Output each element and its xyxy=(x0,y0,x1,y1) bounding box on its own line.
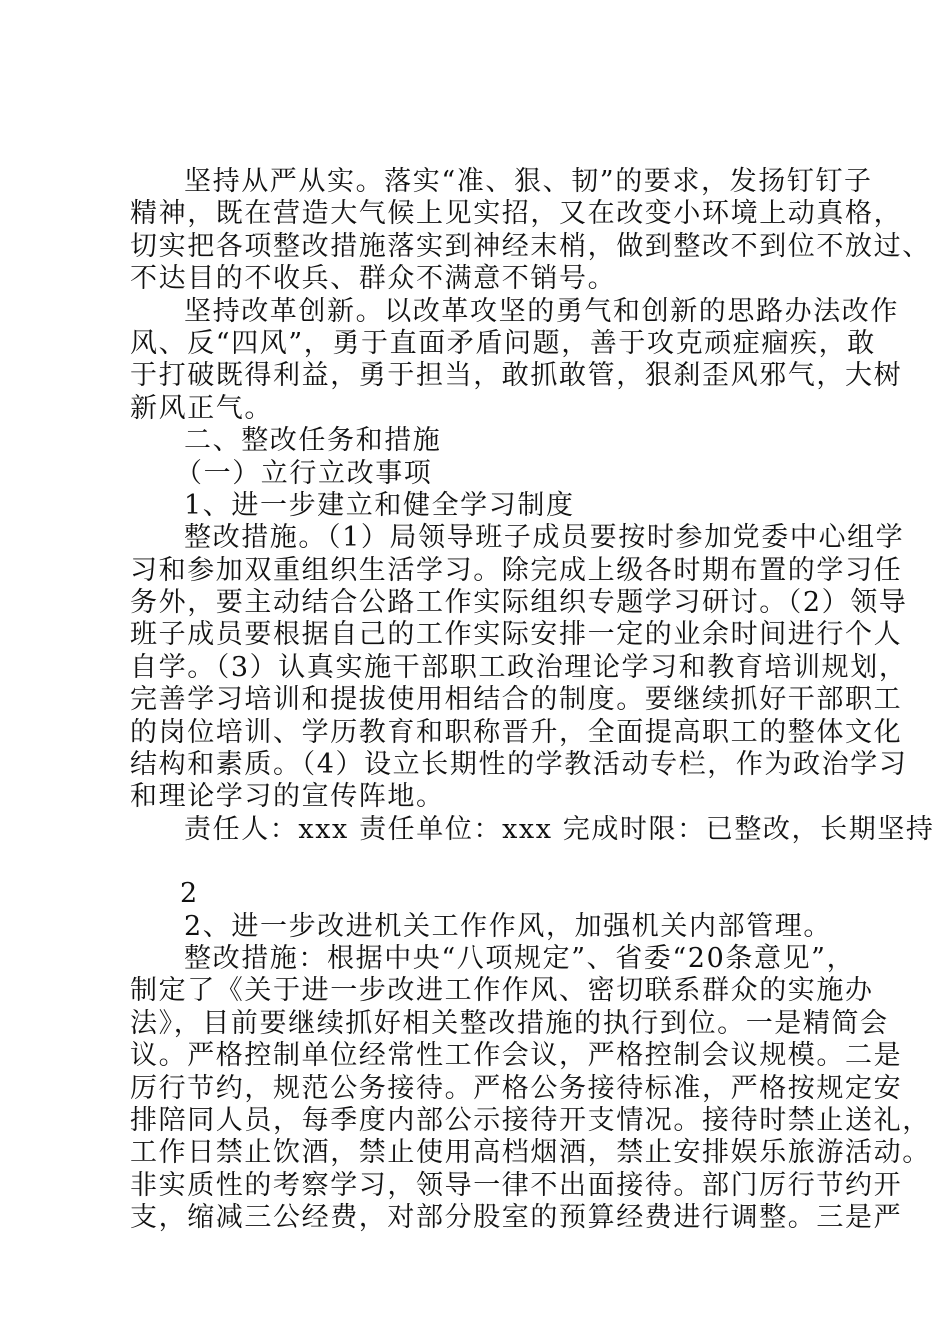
text-line: 习和参加双重组织生活学习。除完成上级各时期布置的学习任 xyxy=(130,554,903,586)
text-line: 坚持从严从实。落实“准、狠、韧”的要求，发扬钉钉子 xyxy=(184,166,873,197)
text-line: 完善学习培训和提拔使用相结合的制度。要继续抓好干部职工 xyxy=(130,684,903,716)
page-number: 2 xyxy=(180,878,199,910)
text-line: 整改措施：根据中央“八项规定”、省委“20条意见”， xyxy=(184,942,856,974)
paragraph-strict xyxy=(130,166,931,296)
subsection-heading: （一）立行立改事项 xyxy=(175,457,433,489)
text-line: 风、反“四风”，勇于直面矛盾问题，善于攻克顽症痼疾，敢 xyxy=(130,327,876,359)
text-line: 坚持改革创新。以改革攻坚的勇气和创新的思路办法改作 xyxy=(184,295,899,327)
item-heading: 2、进一步改进机关工作作风，加强机关内部管理。 xyxy=(184,910,832,942)
responsibility-line: 责任人：xxx 责任单位：xxx 完成时限：已整改，长期坚持 xyxy=(184,813,935,845)
text-line: 议。严格控制单位经常性工作会议，严格控制会议规模。二是 xyxy=(130,1040,903,1072)
paragraph-measures-style xyxy=(130,942,931,1235)
text-line: 整改措施。（1）局领导班子成员要按时参加党委中心组学 xyxy=(184,522,905,554)
paragraph-reform xyxy=(130,295,903,426)
text-line: 和理论学习的宣传阵地。 xyxy=(130,781,445,813)
text-line: 班子成员要根据自己的工作实际安排一定的业余时间进行个人 xyxy=(130,619,903,651)
text-line: 工作日禁止饮酒，禁止使用高档烟酒，禁止安排娱乐旅游活动。 xyxy=(130,1137,931,1169)
paragraph-measures-study xyxy=(130,522,908,814)
text-line: 务外，要主动结合公路工作实际组织专题学习研讨。（2）领导 xyxy=(130,587,908,619)
text-line: 排陪同人员，每季度内部公示接待开支情况。接待时禁止送礼， xyxy=(130,1104,931,1136)
text-line: 切实把各项整改措施落实到神经末梢，做到整改不到位不放过、 xyxy=(130,230,931,262)
text-line: 制定了《关于进一步改进工作作风、密切联系群众的实施办 xyxy=(130,975,874,1007)
document-page xyxy=(130,166,935,1235)
text-line: 支，缩减三公经费，对部分股室的预算经费进行调整。三是严 xyxy=(130,1202,903,1234)
item-heading: 1、进一步建立和健全学习制度 xyxy=(184,489,575,521)
text-line: 厉行节约，规范公务接待。严格公务接待标准，严格按规定安 xyxy=(130,1072,903,1104)
text-line: 非实质性的考察学习，领导一律不出面接待。部门厉行节约开 xyxy=(130,1169,903,1201)
text-line: 法》，目前要继续抓好相关整改措施的执行到位。一是精简会 xyxy=(130,1007,889,1039)
text-line: 新风正气。 xyxy=(130,392,273,424)
text-line: 于打破既得利益，勇于担当，敢抓敢管，狠刹歪风邪气，大树 xyxy=(130,360,903,392)
text-line: 结构和素质。（4）设立长期性的学教活动专栏，作为政治学习 xyxy=(130,749,908,781)
text-line: 自学。（3）认真实施干部职工政治理论学习和教育培训规划， xyxy=(130,651,908,683)
text-line: 的岗位培训、学历教育和职称晋升，全面提高职工的整体文化 xyxy=(130,716,903,748)
section-heading: 二、整改任务和措施 xyxy=(184,425,442,457)
text-line: 精神，既在营造大气候上见实招，又在改变小环境上动真格， xyxy=(130,198,903,230)
text-line: 不达目的不收兵、群众不满意不销号。 xyxy=(130,263,617,295)
